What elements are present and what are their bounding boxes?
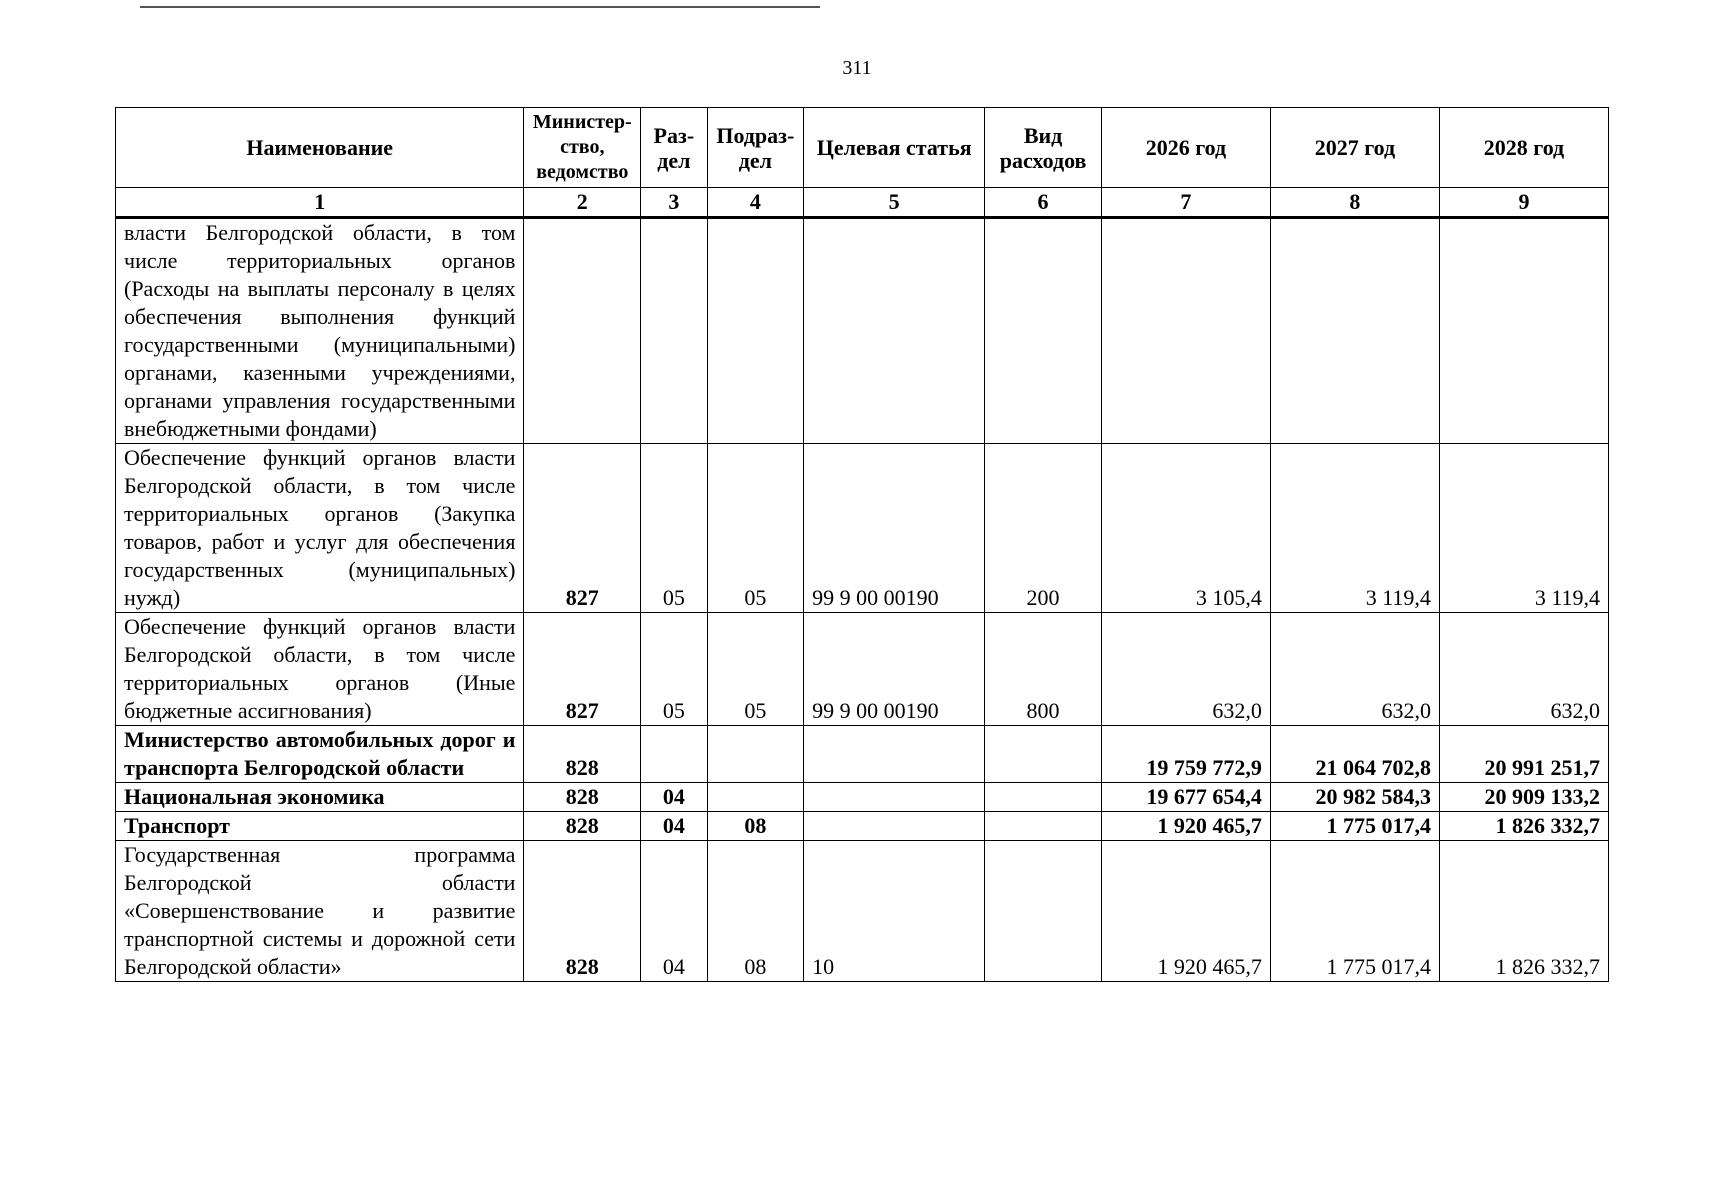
- row-2028: 3 119,4: [1439, 444, 1608, 613]
- column-number: 6: [985, 188, 1102, 218]
- row-2026: 19 759 772,9: [1101, 726, 1270, 783]
- row-section: 04: [641, 783, 707, 812]
- row-2026: 19 677 654,4: [1101, 783, 1270, 812]
- header-2027: 2027 год: [1270, 108, 1439, 188]
- row-2027: 20 982 584,3: [1270, 783, 1439, 812]
- column-number: 3: [641, 188, 707, 218]
- row-2026: 1 920 465,7: [1101, 812, 1270, 841]
- row-2026: 632,0: [1101, 613, 1270, 726]
- row-2027: 1 775 017,4: [1270, 841, 1439, 982]
- row-expense-type: 800: [985, 613, 1102, 726]
- header-ministry: Министер-ство, ведомство: [524, 108, 641, 188]
- row-2027: [1270, 218, 1439, 444]
- scan-top-rule: [140, 6, 820, 8]
- row-expense-type: [985, 783, 1102, 812]
- row-2028: 20 909 133,2: [1439, 783, 1608, 812]
- column-number: 4: [707, 188, 804, 218]
- row-target: [804, 726, 985, 783]
- row-expense-type: [985, 218, 1102, 444]
- header-name: Наименование: [116, 108, 524, 188]
- row-2027: 21 064 702,8: [1270, 726, 1439, 783]
- column-number: 7: [1101, 188, 1270, 218]
- row-2028: 632,0: [1439, 613, 1608, 726]
- table-row-section-total: [116, 783, 1609, 812]
- row-2027: 632,0: [1270, 613, 1439, 726]
- row-name: Государственная программа Белгородской области «Совершенствование и развитие транспортной системы и дорожной сети Белгородской области»: [116, 841, 524, 982]
- row-name: Обеспечение функций органов власти Белгородской области, в том числе территориальных органов (Закупка товаров, работ и услуг для обеспечения государственных (муниципальных) нужд): [116, 444, 524, 613]
- header-expense-type: Вид расходов: [985, 108, 1102, 188]
- column-number: 9: [1439, 188, 1608, 218]
- row-expense-type: [985, 841, 1102, 982]
- row-ministry: 827: [524, 613, 641, 726]
- table-row: [116, 613, 1609, 726]
- row-ministry: 827: [524, 444, 641, 613]
- row-2028: 20 991 251,7: [1439, 726, 1608, 783]
- row-expense-type: 200: [985, 444, 1102, 613]
- row-ministry: 828: [524, 841, 641, 982]
- row-expense-type: [985, 726, 1102, 783]
- row-2028: 1 826 332,7: [1439, 841, 1608, 982]
- row-name: Национальная экономика: [116, 783, 524, 812]
- header-row: [116, 108, 1609, 188]
- row-name: Министерство автомобильных дорог и транспорта Белгородской области: [116, 726, 524, 783]
- column-number: 5: [804, 188, 985, 218]
- row-ministry: 828: [524, 783, 641, 812]
- row-2027: 3 119,4: [1270, 444, 1439, 613]
- row-section: 04: [641, 841, 707, 982]
- table-row-ministry-total: [116, 726, 1609, 783]
- row-subsection: [707, 783, 804, 812]
- row-expense-type: [985, 812, 1102, 841]
- column-number: 8: [1270, 188, 1439, 218]
- row-name: Обеспечение функций органов власти Белгородской области, в том числе территориальных органов (Иные бюджетные ассигнования): [116, 613, 524, 726]
- row-subsection: [707, 726, 804, 783]
- row-target: [804, 218, 985, 444]
- row-section: 05: [641, 613, 707, 726]
- row-2028: 1 826 332,7: [1439, 812, 1608, 841]
- table-row: [116, 444, 1609, 613]
- row-name: власти Белгородской области, в том числе территориальных органов (Расходы на выплаты персоналу в целях обеспечения выполнения функций государственными (муниципальными) органами, казенными учреждениями, органами управления государственными внебюджетными фондами): [116, 218, 524, 444]
- row-target: [804, 812, 985, 841]
- row-section: 04: [641, 812, 707, 841]
- table-row-subsection-total: [116, 812, 1609, 841]
- row-2026: 3 105,4: [1101, 444, 1270, 613]
- row-subsection: 08: [707, 812, 804, 841]
- header-section: Раз-дел: [641, 108, 707, 188]
- row-2028: [1439, 218, 1608, 444]
- header-2028: 2028 год: [1439, 108, 1608, 188]
- row-target: 10: [804, 841, 985, 982]
- budget-table: [115, 107, 1609, 982]
- row-target: [804, 783, 985, 812]
- row-name: Транспорт: [116, 812, 524, 841]
- row-ministry: 828: [524, 812, 641, 841]
- column-number-row: [116, 188, 1609, 218]
- row-subsection: [707, 218, 804, 444]
- row-section: 05: [641, 444, 707, 613]
- row-target: 99 9 00 00190: [804, 444, 985, 613]
- row-section: [641, 218, 707, 444]
- row-ministry: [524, 218, 641, 444]
- page-number: 311: [842, 57, 872, 79]
- column-number: 2: [524, 188, 641, 218]
- table-row: [116, 218, 1609, 444]
- row-subsection: 05: [707, 444, 804, 613]
- row-target: 99 9 00 00190: [804, 613, 985, 726]
- table-row: [116, 841, 1609, 982]
- header-subsection: Подраз-дел: [707, 108, 804, 188]
- header-2026: 2026 год: [1101, 108, 1270, 188]
- row-2027: 1 775 017,4: [1270, 812, 1439, 841]
- row-subsection: 08: [707, 841, 804, 982]
- row-2026: [1101, 218, 1270, 444]
- row-section: [641, 726, 707, 783]
- header-target: Целевая статья: [804, 108, 985, 188]
- row-subsection: 05: [707, 613, 804, 726]
- row-2026: 1 920 465,7: [1101, 841, 1270, 982]
- column-number: 1: [116, 188, 524, 218]
- row-ministry: 828: [524, 726, 641, 783]
